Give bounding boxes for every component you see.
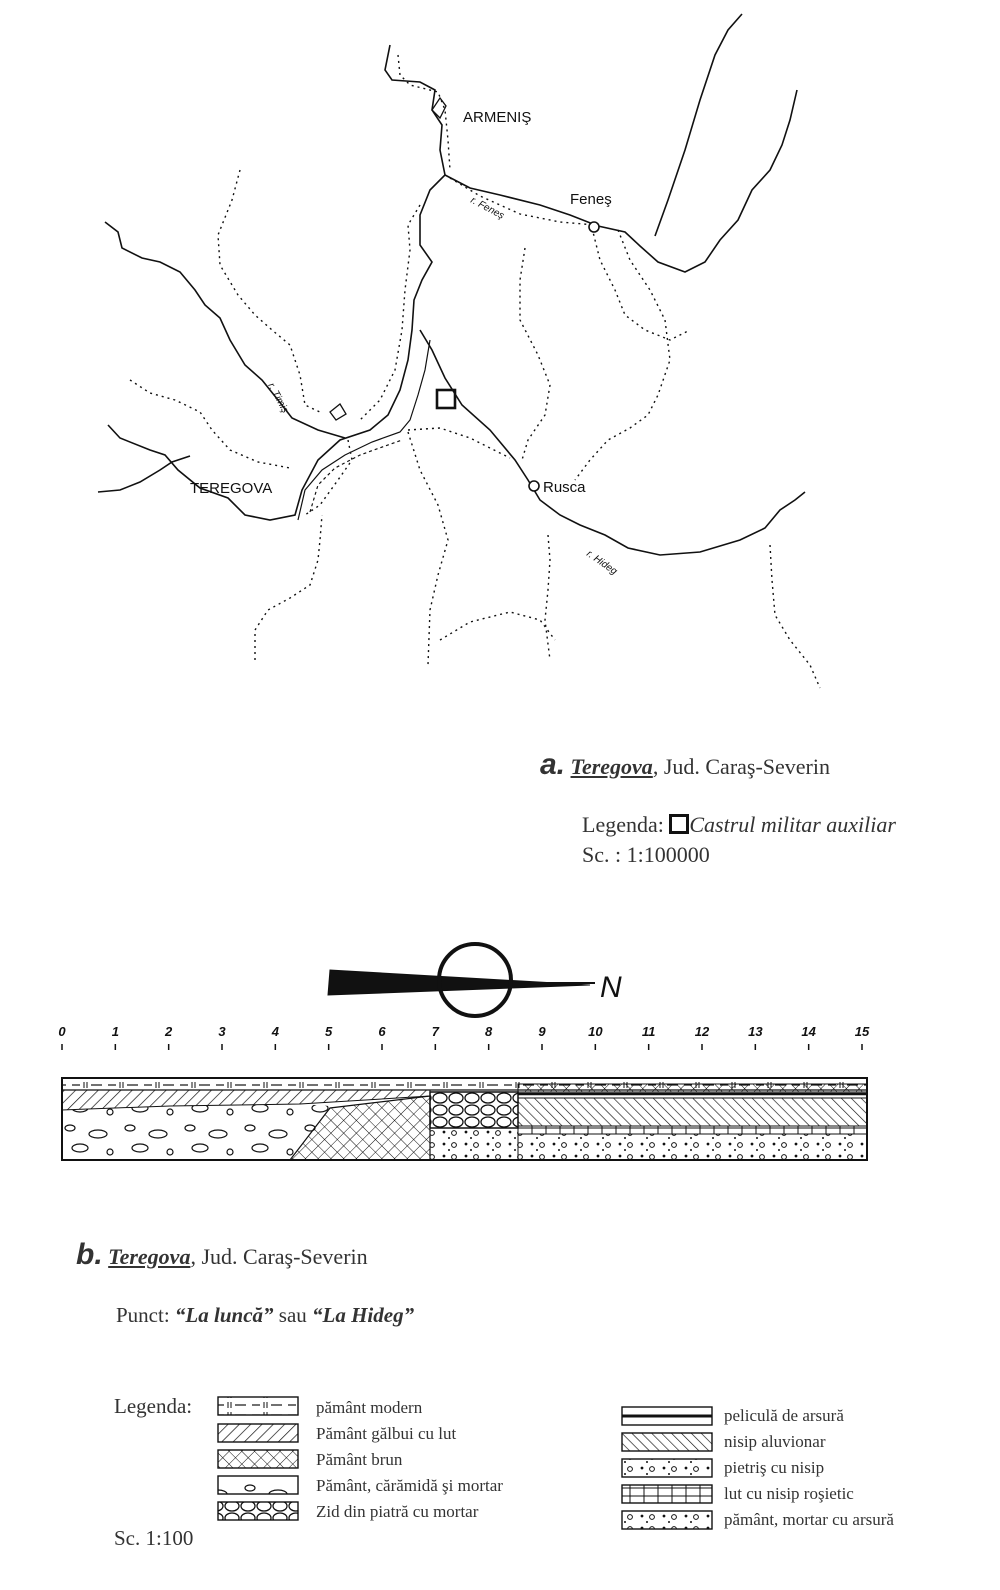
point-name-1: “La luncă” (174, 1303, 274, 1327)
scale-tick-label: 6 (378, 1024, 386, 1039)
river-fenes-label: r. Feneş (468, 194, 506, 222)
legend-swatches-left (218, 1397, 298, 1520)
caption-a (540, 748, 830, 782)
caption-b-point (116, 1303, 414, 1328)
north-label: N (600, 971, 622, 1004)
scale-tick-label: 0 (58, 1024, 66, 1039)
legend-right-4: pământ, mortar cu arsură (724, 1510, 894, 1529)
scale-tick-label: 4 (271, 1024, 279, 1039)
caption-b-site: Teregova (108, 1244, 191, 1269)
scale-a: Sc. : 1:100000 (582, 842, 710, 867)
legend-left-0: pământ modern (316, 1398, 423, 1417)
scale-tick-label: 3 (218, 1024, 226, 1039)
scale-tick-label: 11 (641, 1024, 656, 1039)
legend-a-label: Legenda: (582, 812, 664, 837)
river-fenes-upper (655, 14, 742, 236)
scale-tick-label: 5 (325, 1024, 333, 1039)
point-name-2: “La Hideg” (312, 1303, 415, 1327)
scale-b: Sc. 1:100 (114, 1526, 194, 1550)
legend-left-2: Pământ brun (316, 1450, 403, 1469)
scale-tick-label: 14 (801, 1024, 816, 1039)
legend-right-0: peliculă de arsură (724, 1406, 844, 1425)
caption-b (76, 1238, 368, 1272)
legend-right-3: lut cu nisip roşietic (724, 1484, 854, 1503)
scale-tick-label: 13 (748, 1024, 763, 1039)
scale-tick-label: 12 (694, 1024, 710, 1039)
place-armenis: ARMENIŞ (463, 109, 532, 126)
map-a (98, 14, 820, 688)
caption-b-county: , Jud. Caraş-Severin (190, 1244, 368, 1269)
scale-ruler (58, 1024, 870, 1050)
place-teregova: TEREGOVA (190, 480, 273, 497)
legend-left-3: Pământ, cărămidă şi mortar (316, 1476, 503, 1495)
caption-a-letter: a. (540, 748, 566, 781)
river-hideg-label: r. Hideg (584, 548, 619, 578)
scale-tick-label: 7 (431, 1024, 439, 1039)
scale-tick-label: 1 (111, 1024, 119, 1039)
legend-a-item: Castrul militar auxiliar (689, 812, 896, 837)
soil-profile (62, 1078, 867, 1160)
place-fenes: Feneş (570, 191, 612, 208)
scale-tick-label: 15 (854, 1024, 870, 1039)
north-arrow (328, 944, 595, 1016)
river-west-lower (98, 456, 190, 492)
scale-tick-label: 2 (165, 1024, 173, 1039)
river-timis-west-upper (105, 222, 345, 438)
caption-a-site: Teregova (570, 754, 653, 779)
legend-swatches-right (622, 1407, 712, 1529)
castrum-legend-icon (669, 814, 689, 834)
legend-right-2: pietriş cu nisip (724, 1458, 825, 1477)
scale-tick-label: 8 (485, 1024, 493, 1039)
legend-left-4: Zid din piatră cu mortar (316, 1502, 479, 1521)
legend-right-1: nisip aluvionar (724, 1432, 826, 1451)
point-sep: sau (273, 1303, 313, 1327)
river-timis-line (108, 45, 445, 520)
scale-tick-label: 9 (538, 1024, 546, 1039)
scale-tick-label: 10 (588, 1024, 603, 1039)
castrum-marker (437, 390, 455, 408)
caption-a-county: , Jud. Caraş-Severin (652, 754, 830, 779)
place-rusca: Rusca (543, 479, 586, 496)
rusca-village-marker (529, 481, 539, 491)
legend-left-1: Pământ gălbui cu lut (316, 1424, 457, 1443)
point-prefix: Punct: (116, 1303, 175, 1327)
caption-b-letter: b. (76, 1238, 103, 1271)
legend-a (582, 812, 896, 838)
fenes-village-marker (589, 222, 599, 232)
legend-b-label: Legenda: (114, 1394, 193, 1418)
river-timis-label: r. Timiş (265, 381, 291, 415)
